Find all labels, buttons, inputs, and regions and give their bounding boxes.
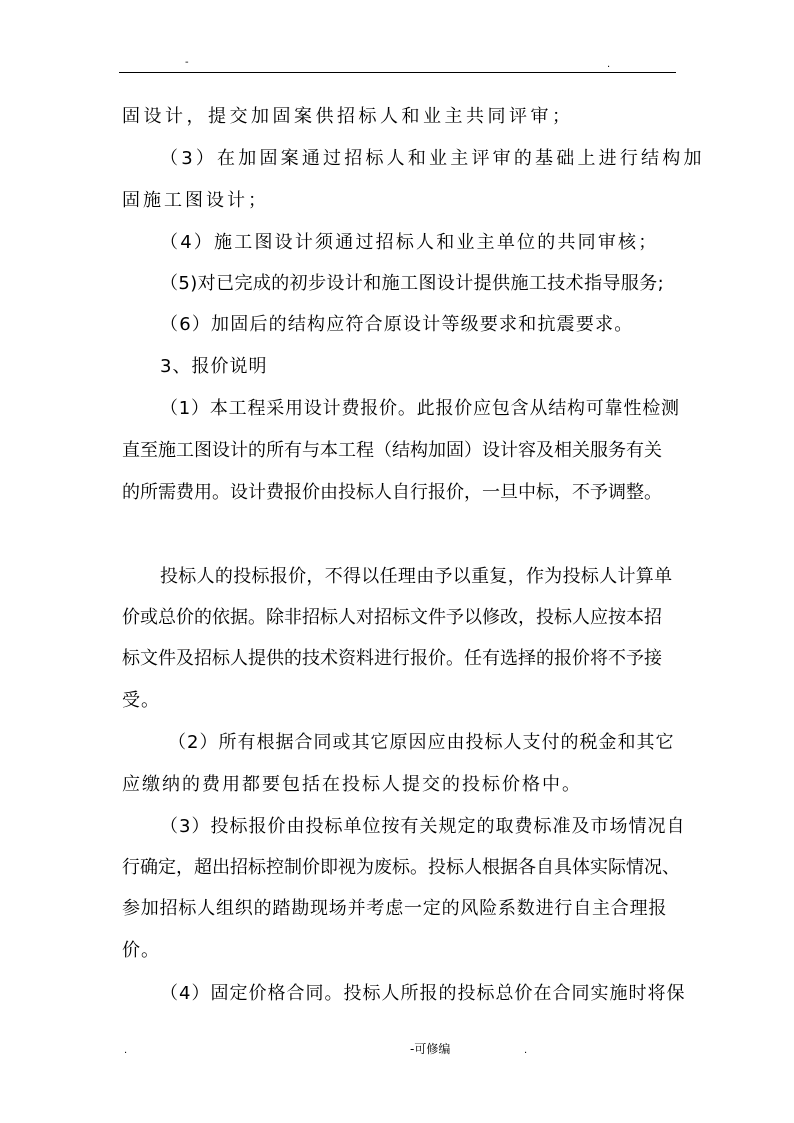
- body-line-18: 行确定，超出招标控制价即视为废标。投标人根据各自具体实际情况、: [122, 857, 680, 878]
- body-line-11: 投标人的投标报价，不得以任理由予以重复，作为投标人计算单: [160, 566, 673, 587]
- body-line-14: 受。: [122, 690, 160, 711]
- body-line-17: （3）投标报价由投标单位按有关规定的取费标准及市场情况自: [160, 816, 686, 837]
- footer-editable-label: -可修编: [410, 1042, 451, 1056]
- body-line-20: 价。: [122, 940, 160, 961]
- header-divider: [119, 72, 676, 73]
- body-line-9: 直至施工图设计的所有与本工程（结构加固）设计容及相关服务有关: [122, 440, 662, 461]
- body-line-2: （3）在加固案通过招标人和业主评审的基础上进行结构加: [160, 148, 705, 169]
- body-line-12: 价或总价的依据。除非招标人对招标文件予以修改，投标人应按本招: [122, 607, 662, 628]
- body-line-15: （2）所有根据合同或其它原因应由投标人支付的税金和其它: [168, 732, 675, 753]
- body-line-3: 固施工图设计；: [122, 190, 269, 211]
- body-line-19: 参加招标人组织的踏勘现场并考虑一定的风险系数进行自主合理报: [122, 898, 668, 919]
- body-line-5: （5)对已完成的初步设计和施工图设计提供施工技术指导服务;: [160, 273, 665, 294]
- body-line-13: 标文件及招标人提供的技术资料进行报价。任有选择的报价将不予接: [122, 648, 662, 669]
- body-line-1: 固设计，提交加固案供招标人和业主共同评审；: [122, 106, 574, 127]
- body-line-21: （4）固定价格合同。投标人所报的投标总价在合同实施时将保: [160, 983, 686, 1004]
- header-right-mark: .: [607, 59, 611, 70]
- body-line-7-section-heading: 3、报价说明: [160, 356, 268, 377]
- body-line-6: （6）加固后的结构应符合原设计等级要求和抗震要求。: [160, 314, 634, 335]
- body-line-16: 应缴纳的费用都要包括在投标人提交的投标价格中。: [122, 774, 582, 795]
- header-left-mark: -: [185, 57, 189, 68]
- footer-left-mark: .: [124, 1045, 128, 1056]
- body-line-10: 的所需费用。设计费报价由投标人自行报价，一旦中标，不予调整。: [122, 482, 662, 503]
- body-line-4: （4）施工图设计须通过招标人和业主单位的共同审核；: [160, 232, 659, 253]
- body-line-8: （1）本工程采用设计费报价。此报价应包含从结构可靠性检测: [160, 398, 680, 419]
- footer-right-mark: .: [524, 1045, 528, 1056]
